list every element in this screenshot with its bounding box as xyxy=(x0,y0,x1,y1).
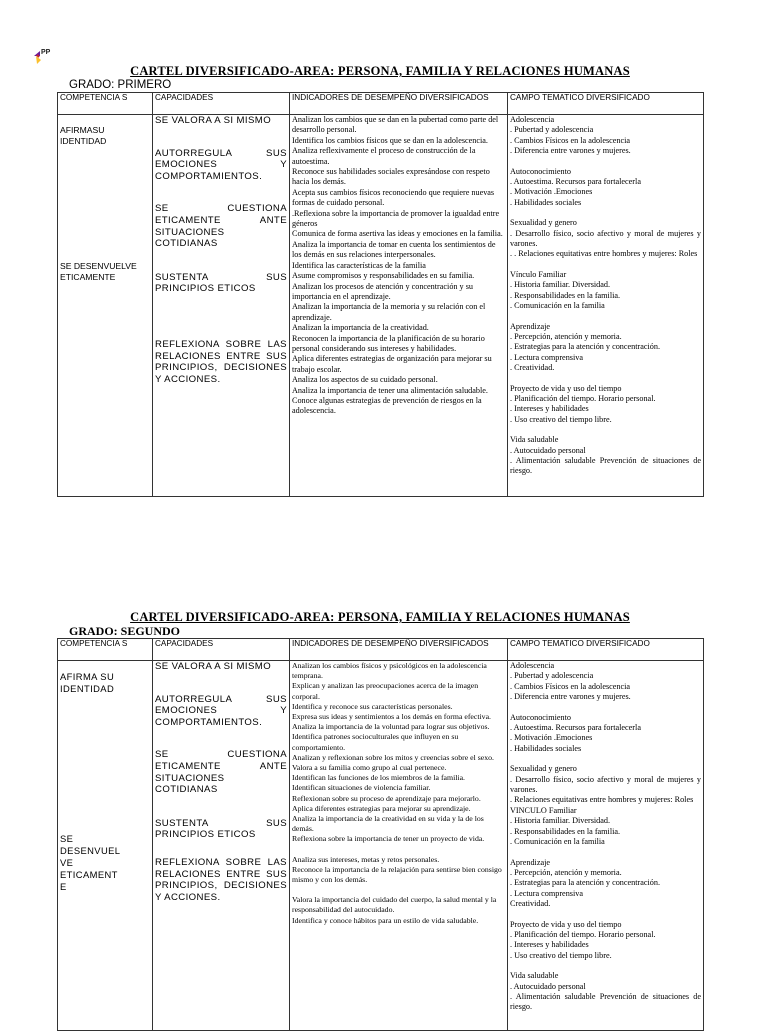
header-capacidades: CAPACIDADES xyxy=(153,93,290,115)
header-indicadores: INDICADORES DE DESEMPEÑO DIVERSIFICADOS xyxy=(290,93,508,115)
campo-item: . Estrategias para la atención y concentración. xyxy=(510,342,661,352)
section-title: CARTEL DIVERSIFICADO-AREA: PERSONA, FAMILIA Y RELACIONES HUMANAS xyxy=(130,610,630,624)
campo-item: . Historia familiar. Diversidad. xyxy=(510,816,611,826)
indicador-item: Analizan los cambios físicos y psicológicos en la adolescencia temprana. xyxy=(292,661,487,681)
campo-item: . Motivación .Emociones xyxy=(510,187,593,197)
capacidad-item: SE VALORA A SI MISMO xyxy=(155,661,272,672)
indicador-item: Aplica diferentes estrategias de organización para mejorar su trabajo escolar. xyxy=(292,354,492,374)
campo-item: . Pubertad y adolescencia xyxy=(510,671,594,681)
campo-item: . Cambios Físicos en la adolescencia xyxy=(510,681,631,691)
indicador-item: Analiza reflexivamente el proceso de construcción de la autoestima. xyxy=(292,146,476,166)
campo-group xyxy=(510,435,701,477)
capacidades-cell xyxy=(153,661,290,1031)
campo-heading: Autoconocimiento xyxy=(510,166,571,176)
campo-item: . Diferencia entre varones y mujeres. xyxy=(510,146,631,156)
capacidad-item: AUTORREGULA SUS EMOCIONES Y COMPORTAMIENTOS. xyxy=(155,147,287,182)
indicador-item: Explican y analizan las preocupaciones acerca de la imagen corporal. xyxy=(292,681,479,701)
campo-heading: Sexualidad y genero xyxy=(510,764,577,774)
competencia-item: SE DESENVUELVE ETICAMENTE xyxy=(60,261,137,282)
section-segundo xyxy=(57,610,703,1031)
table-header-row xyxy=(58,639,704,661)
campo-item: . Pubertad y adolescencia xyxy=(510,125,594,135)
capacidad-item: SE CUESTIONA ETICAMENTE ANTE SITUACIONES COTIDIANAS xyxy=(155,749,287,796)
indicadores-cell xyxy=(290,115,508,497)
campo-item: . Estrategias para la atención y concentración. xyxy=(510,878,661,888)
competencias-cell xyxy=(58,661,153,1031)
campo-item: . Motivación .Emociones xyxy=(510,733,593,743)
campo-heading: Sexualidad y genero xyxy=(510,218,577,228)
indicador-item: Reflexionan sobre su proceso de aprendizaje para mejorarlo. xyxy=(292,793,481,803)
indicador-item: Identifican las funciones de los miembros de la familia. xyxy=(292,773,465,783)
grado-label: GRADO: SEGUNDO xyxy=(69,624,181,638)
indicador-item: Identifica los cambios físicos que se dan en la adolescencia. xyxy=(292,135,488,145)
capacidades-cell xyxy=(153,115,290,497)
campo-item: . Intereses y habilidades xyxy=(510,404,589,414)
campo-group xyxy=(510,322,701,374)
indicador-item: Analiza sus intereses, metas y retos personales. xyxy=(292,854,440,864)
campo-item: . Autoestima. Recursos para fortalecerla xyxy=(510,723,641,733)
campo-item: . Lectura comprensiva xyxy=(510,352,583,362)
campo-group xyxy=(510,661,701,703)
indicador-item: Expresa sus ideas y sentimientos a los demás en forma efectiva. xyxy=(292,712,491,722)
campo-heading: Aprendizaje xyxy=(510,857,551,867)
campo-item: . Planificación del tiempo. Horario personal. xyxy=(510,393,656,403)
campo-item: . Responsabilidades en la familia. xyxy=(510,290,621,300)
campo-group xyxy=(510,167,701,209)
indicador-item: Analiza la importancia de tener una alimentación saludable. xyxy=(292,385,488,395)
campo-item: . Creatividad. xyxy=(510,363,555,373)
indicador-item: Aplica diferentes estrategias para mejorar su aprendizaje. xyxy=(292,803,471,813)
indicador-item: Acepta sus cambios físicos reconociendo que requiere nuevas formas de cuidado personal. xyxy=(292,187,495,208)
campo-group xyxy=(510,270,701,312)
campo-heading: Vida saludable xyxy=(510,971,559,981)
logo-icon xyxy=(32,46,54,66)
indicador-item: Identifica y reconoce sus características personales. xyxy=(292,701,453,711)
campo-item: . Habilidades sociales xyxy=(510,197,582,207)
indicador-item: Identifica y conoce hábitos para un estilo de vida saludable. xyxy=(292,915,479,925)
competencia-item: SE DESENVUEL VE ETICAMENT E xyxy=(60,833,121,892)
campo-heading: Aprendizaje xyxy=(510,321,551,331)
campo-item: . Alimentación saludable Prevención de situaciones de riesgo. xyxy=(510,991,701,1012)
campo-item: . Lectura comprensiva xyxy=(510,888,583,898)
section-title: CARTEL DIVERSIFICADO-AREA: PERSONA, FAMILIA Y RELACIONES HUMANAS xyxy=(130,64,630,78)
campo-heading: Proyecto de vida y uso del tiempo xyxy=(510,383,622,393)
campo-group xyxy=(510,713,701,755)
campo-item: . Cambios Físicos en la adolescencia xyxy=(510,135,631,145)
table-header-row xyxy=(58,93,704,115)
indicador-item: Analizan la importancia de la creatividad. xyxy=(292,323,429,333)
campo-item: . . Relaciones equitativas entre hombres y mujeres: Roles xyxy=(510,249,698,259)
indicador-item: Reconoce sus habilidades sociales expresándose con respeto hacia los demás. xyxy=(292,167,490,187)
indicadores-cell xyxy=(290,661,508,1031)
header-competencias: COMPETENCIA S xyxy=(58,93,153,115)
logo-text: PP xyxy=(41,49,51,56)
indicador-item: Comunica de forma asertiva las ideas y emociones en la familia. xyxy=(292,229,503,239)
campo-item: . Historia familiar. Diversidad. xyxy=(510,280,611,290)
campo-item: . Habilidades sociales xyxy=(510,743,582,753)
campo-item: . Autocuidado personal xyxy=(510,445,586,455)
indicador-item: Reflexiona sobre la importancia de tener un proyecto de vida. xyxy=(292,834,485,844)
campo-item: . Alimentación saludable Prevención de situaciones de riesgo. xyxy=(510,455,701,476)
indicador-item: Identifica las características de la familia xyxy=(292,260,426,270)
campo-heading: Adolescencia xyxy=(510,115,555,124)
section-primero xyxy=(57,64,703,497)
campo-group xyxy=(510,920,701,962)
indicador-item: Analizan los cambios que se dan en la pubertad como parte del desarrollo personal. xyxy=(292,115,499,135)
campo-item: . Autoestima. Recursos para fortalecerla xyxy=(510,177,641,187)
capacidad-item: SUSTENTA SUS PRINCIPIOS ETICOS xyxy=(155,271,287,295)
campo-item: . Comunicación en la familia xyxy=(510,837,605,847)
campo-group xyxy=(510,115,701,157)
curriculum-table xyxy=(57,638,704,1031)
campo-item: Creatividad. xyxy=(510,899,551,909)
campo-item: . Desarrollo físico, socio afectivo y moral de mujeres y varones. xyxy=(510,228,701,249)
campo-item: . Desarrollo físico, socio afectivo y moral de mujeres y varones. xyxy=(510,774,701,795)
competencias-cell xyxy=(58,115,153,497)
capacidad-item: AUTORREGULA SUS EMOCIONES Y COMPORTAMIENTOS. xyxy=(155,693,287,728)
indicador-item: Analizan los procesos de atención y concentración y su importancia en el aprendizaje. xyxy=(292,281,473,301)
document-logo xyxy=(32,46,54,66)
campo-item: . Comunicación en la familia xyxy=(510,301,605,311)
campo-item: . Uso creativo del tiempo libre. xyxy=(510,414,612,424)
campo-item: . Planificación del tiempo. Horario personal. xyxy=(510,929,656,939)
capacidad-item: SE CUESTIONA ETICAMENTE ANTE SITUACIONES COTIDIANAS xyxy=(155,203,287,250)
capacidad-item: REFLEXIONA SOBRE LAS RELACIONES ENTRE SUS PRINCIPIOS, DECISIONES Y ACCIONES. xyxy=(155,856,287,903)
table-body-row xyxy=(58,115,704,497)
campo-heading: Adolescencia xyxy=(510,661,555,670)
header-capacidades: CAPACIDADES xyxy=(153,639,290,661)
indicador-item: Reconoce la importancia de la relajación para sentirse bien consigo mismo y con los demás. xyxy=(292,864,502,885)
campo-heading: Vida saludable xyxy=(510,435,559,445)
campo-group xyxy=(510,764,701,847)
campo-item: . Diferencia entre varones y mujeres. xyxy=(510,692,631,702)
table-body-row xyxy=(58,661,704,1031)
campo-heading: Vínculo Familiar xyxy=(510,269,567,279)
indicador-item: Analiza la importancia de tomar en cuenta los sentimientos de los demás en sus relaciones interpersonales. xyxy=(292,239,496,260)
indicador-item: Analiza la importancia de la creatividad en su vida y la de los demás. xyxy=(292,814,484,834)
campo-item: . Responsabilidades en la familia. xyxy=(510,826,621,836)
indicador-item: Analizan y reflexionan sobre los mitos y creencias sobre el sexo. xyxy=(292,752,495,762)
capacidad-item: SUSTENTA SUS PRINCIPIOS ETICOS xyxy=(155,817,287,841)
indicador-item: Valora la importancia del cuidado del cuerpo, la salud mental y la responsabilidad del autocuidado. xyxy=(292,895,497,915)
indicador-item: Analizan la importancia de la memoria y su relación con el aprendizaje. xyxy=(292,302,486,322)
campo-group xyxy=(510,971,701,1013)
header-campo-tematico: CAMPO TEMATICO DIVERSIFICADO xyxy=(508,639,704,661)
indicador-item: Analiza los aspectos de su cuidado personal. xyxy=(292,375,438,385)
campo-heading: Autoconocimiento xyxy=(510,712,571,722)
curriculum-table xyxy=(57,92,704,497)
campo-heading: VINCULO Familiar xyxy=(510,805,577,815)
campo-tematico-cell xyxy=(508,115,704,497)
campo-group xyxy=(510,858,701,910)
campo-heading: Proyecto de vida y uso del tiempo xyxy=(510,919,622,929)
campo-item: . Intereses y habilidades xyxy=(510,940,589,950)
capacidad-item: SE VALORA A SI MISMO xyxy=(155,115,272,126)
campo-item: . Percepción, atención y memoria. xyxy=(510,331,622,341)
capacidad-item: REFLEXIONA SOBRE LAS RELACIONES ENTRE SUS PRINCIPIOS, DECISIONES Y ACCIONES. xyxy=(155,338,287,385)
campo-item: . Percepción, atención y memoria. xyxy=(510,867,622,877)
indicador-item: .Reflexiona sobre la importancia de promover la igualdad entre géneros xyxy=(292,208,500,229)
campo-item: . Uso creativo del tiempo libre. xyxy=(510,950,612,960)
indicador-item: Reconocen la importancia de la planificación de su horario personal considerando sus intereses y habilidades. xyxy=(292,333,485,353)
header-competencias: COMPETENCIA S xyxy=(58,639,153,661)
grado-label: GRADO: PRIMERO xyxy=(69,79,172,91)
competencia-item: AFIRMA SU IDENTIDAD xyxy=(60,671,115,694)
campo-item: . Relaciones equitativas entre hombres y mujeres: Roles xyxy=(510,795,694,805)
indicador-item: Valora a su familia como grupo al cual pertenece. xyxy=(292,763,447,773)
header-indicadores: INDICADORES DE DESEMPEÑO DIVERSIFICADOS xyxy=(290,639,508,661)
indicador-item: Analiza la importancia de la voluntad para lograr sus objetivos. xyxy=(292,722,490,732)
indicador-item: Conoce algunas estrategias de prevención de riesgos en la adolescencia. xyxy=(292,395,482,416)
competencia-item: AFIRMASU IDENTIDAD xyxy=(60,125,107,146)
campo-group xyxy=(510,384,701,426)
indicador-item: Identifica patrones socioculturales que influyen en su comportamiento. xyxy=(292,732,459,752)
indicador-item: Asume compromisos y responsabilidades en su familia. xyxy=(292,271,475,281)
indicador-item: Identifican situaciones de violencia familiar. xyxy=(292,783,431,793)
header-campo-tematico: CAMPO TEMATICO DIVERSIFICADO xyxy=(508,93,704,115)
campo-group xyxy=(510,218,701,260)
campo-tematico-cell xyxy=(508,661,704,1031)
campo-item: . Autocuidado personal xyxy=(510,981,586,991)
